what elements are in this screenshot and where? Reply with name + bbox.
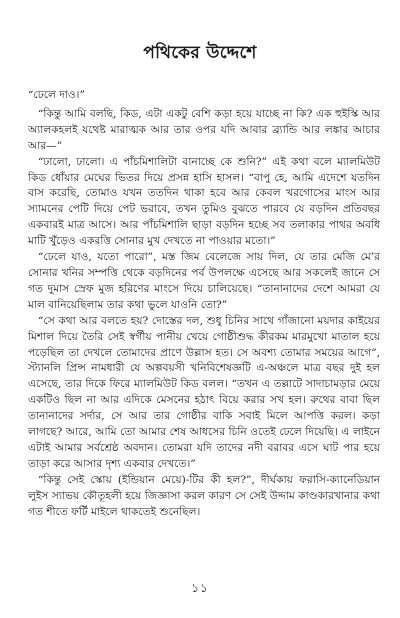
- paragraph-1: “ঢেলে দাও।”: [28, 89, 85, 101]
- paragraph-2: “কিন্তু আমি বলছি, কিড, এটা একটু বেশি কড়া হয়ে যাচ্ছে না কি? এক হুইস্কি আর অ্যালকহলই যথেষ্ট মারাত্মক আর তার ওপর যদি আবার ব্র্যান্ডি আর লঙ্কার আচার আর—”: [28, 107, 380, 152]
- page-body: [28, 88, 380, 584]
- paragraph-6: “কিন্তু সেই স্কোয় (ইন্ডিয়ান মেয়ে)-টির কী হল?”, দীর্ঘকায় ফরাসি-ক্যানেডিয়ান লুইস স্যাভয় কৌতূহলী হয়ে জিজ্ঞাসা করল কারণ সে সেই উদ্দাম কাণ্ডকারখানার কথা গত শীতে ফর্টি মাইলে থাকতেই শুনেছিল।: [28, 473, 380, 518]
- page-number: ১১: [191, 581, 209, 595]
- paragraph-5: “সে কথা আর বলতে হয়? দোস্তের দল, শুধু চিনির সাথে গাঁজানো ময়দার কাইয়ের মিশাল দিয়ে তৈরি সেই স্বর্গীয় পানীয় খেয়ে গোষ্ঠীশুদ্ধ কীরকম মারমুখো মাতাল হয়ে পড়েছিল তা দেখলে তোমাদের প্রাণে উল্লাস হত। সে অবশ্য তোমার সময়ের আগে”, স্ট্যানলি প্রিন্স নামধারী যে অল্পবয়সী খনিবিশেষজ্ঞটি এ-অঞ্চলে মাত্র বছর দুই হল এসেছে, তার দিকে ফিরে ম্যালমিউট কিড বলল। “তখন এ তল্লাটে সাদাচামড়ার মেয়ে একটিও ছিল না আর এদিকে মেসনের হঠাৎ বিয়ে করার সখ হল। রুথের বাবা ছিল তানানাদের সর্দার, সে আর তার গোষ্ঠীর বাকি সবাই মিলে আপত্তি করল। কড়া লাগছে? আরে, আমি তো আমার শেষ আধসের চিনি ওতেই ঢেলে দিয়েছি। এ লাইনে এটাই আমার সর্বশ্রেষ্ঠ অবদান। তোমরা যদি তাদের নদী বরাবর এসে ঘাট পার হয়ে তাড়া করে আসার দৃশ্য একবার দেখতে।”: [28, 314, 380, 470]
- paragraph-4: “ঢেলে যাও, যতো পারো”, মস্ত জিম বেলেজে সায় দিল, যে তার মেজি মে’র সোনার খনির সম্পত্তি থেকে বড়দিনের পর্ব উপলক্ষে এসেছে আর সকলেই জানে সে গত দুমাস স্রেফ মুজ হরিণের মাংসে দিয়ে চালিয়েছে। “তানানাদের দেশে আমরা যে মাল বানিয়েছিলাম তার কথা ভুলে যাওনি তো?”: [28, 251, 380, 311]
- paragraph-3: “ঢালো, ঢালো। এ পাঁচমিশালিটা বানাচ্ছে কে শুনি?” এই কথা বলে ম্যালমিউট কিড ধোঁয়ার মেঘের ভিতর দিয়ে প্রসন্ন হাসি হাসল। “বাপু হে, আমি এদেশে যতদিন বাস করেছি, তোমাও যখন ততদিন থাকা হবে আর কেবল খরগোসের মাংস আর স্যামনের পেটি দিয়ে পেট ভরাবে, তখন তুমিও বুঝতে পারবে যে বড়দিন প্রতিবছর একবারই মাত্র আসে। আর পাঁচমিশালি ছাড়া বড়দিন হচ্ছে সব তলাকার পাথর অবধি মাটি খুঁড়েও একরত্তি সোনার মুখ দেখতে না পাওয়ার মতো।”: [28, 155, 380, 248]
- chapter-title: পথিকের উদ্দেশে: [143, 43, 257, 63]
